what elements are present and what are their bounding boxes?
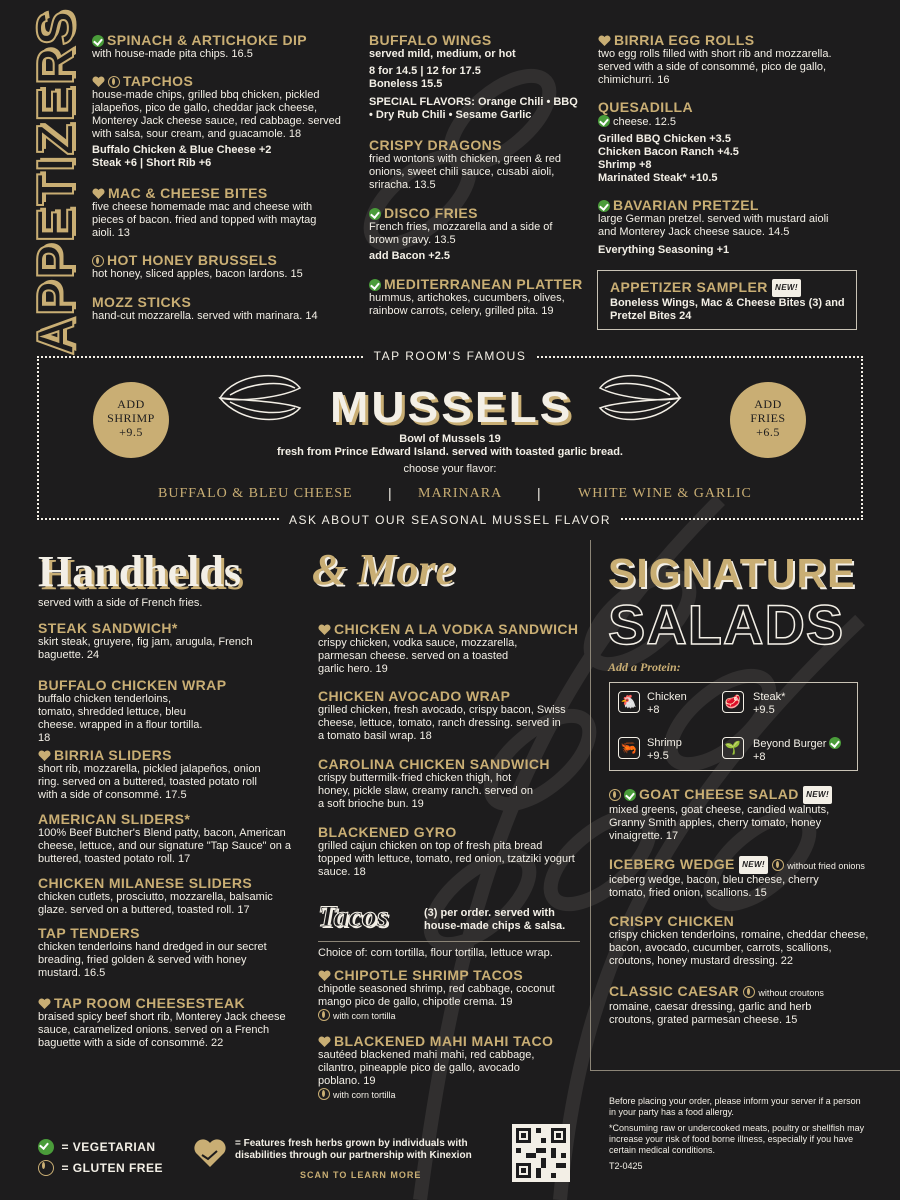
add-price: +6.5	[756, 425, 780, 439]
item-option: Everything Seasoning +1	[598, 244, 730, 256]
salads-title: SALADS	[608, 593, 845, 656]
item-title: APPETIZER SAMPLER	[610, 279, 768, 295]
tacos-desc: (3) per order. served with house-made chips & salsa.	[424, 907, 566, 932]
protein-price: +8	[647, 704, 660, 716]
item-desc: French fries, mozzarella and a side of brown gravy. 13.5	[369, 221, 553, 246]
menu-item-spinach-dip	[92, 32, 332, 61]
signature-title: SIGNATURE	[608, 550, 856, 596]
item-desc: mixed greens, goat cheese, candied walnuts, Granny Smith apples, cherry tomato, honey vinaigrette. 17	[609, 804, 830, 842]
menu-item-steak-sandwich	[38, 620, 278, 662]
mussel-shell-icon	[595, 368, 685, 428]
allergy-text: Before placing your order, please inform your server if a person in your party has a food allergy.	[609, 1096, 861, 1117]
item-title: BAVARIAN PRETZEL	[613, 197, 759, 213]
mussels-title: MUSSELS	[330, 382, 574, 432]
add-label: ADD	[754, 397, 782, 411]
menu-item-tapchos	[92, 73, 354, 170]
item-option: 8 for 14.5 | 12 for 17.5	[369, 65, 481, 77]
heart-hand-icon	[318, 970, 331, 982]
flavor-separator: |	[537, 485, 541, 501]
item-desc: cheese. 12.5	[613, 116, 676, 128]
item-title: AMERICAN SLIDERS*	[38, 811, 191, 827]
gluten-free-icon	[609, 789, 621, 801]
item-title: BIRRIA SLIDERS	[54, 747, 172, 763]
menu-item-hot-honey-brussels	[92, 252, 342, 281]
item-title: TAP ROOM CHEESESTEAK	[54, 995, 246, 1011]
item-option: Chicken Bacon Ranch +4.5	[598, 146, 739, 158]
kinexion-note: = Features fresh herbs grown by individuals with disabilities through our partnership with Kinexion	[235, 1138, 472, 1161]
item-title: CAROLINA CHICKEN SANDWICH	[318, 756, 550, 772]
handhelds-subtitle: served with a side of French fries.	[38, 597, 203, 609]
vegetarian-icon	[624, 789, 636, 801]
gluten-free-icon	[772, 859, 784, 871]
mussels-top-label: TAP ROOM'S FAMOUS	[364, 349, 537, 363]
heart-hand-icon	[38, 998, 51, 1010]
gluten-free-icon	[92, 255, 104, 267]
item-note: without fried onions	[787, 861, 865, 871]
item-desc: romaine, caesar dressing, garlic and herb croutons, grated parmesan cheese. 15	[609, 1001, 812, 1026]
vegetarian-icon	[92, 35, 104, 47]
item-desc: 100% Beef Butcher's Blend patty, bacon, American cheese, lettuce, and our signature "Tap Sauce" on a buttered, toasted potato roll. 17	[38, 827, 292, 865]
mussels-bowl: Bowl of Mussels 19	[399, 433, 501, 445]
item-option: Steak +6 | Short Rib +6	[92, 157, 212, 169]
scan-to-learn-more: SCAN TO LEARN MORE	[300, 1170, 422, 1180]
heart-hand-icon	[318, 624, 331, 636]
item-title: MEDITERRANEAN PLATTER	[384, 276, 583, 292]
add-item: SHRIMP	[107, 411, 155, 425]
item-title: QUESADILLA	[598, 99, 693, 115]
menu-item-birria-egg-rolls	[598, 32, 843, 87]
menu-item-chicken-milanese-sliders	[38, 875, 298, 917]
item-desc: two egg rolls filled with short rib and mozzarella. served with a side of consommé, pico de gallo, chimichurri. 16	[598, 48, 832, 86]
footer-divider	[590, 1070, 900, 1071]
vegetarian-icon	[369, 208, 381, 220]
steak-icon: 🥩	[722, 691, 744, 713]
special-flavors: SPECIAL FLAVORS: Orange Chili • BBQ • Dry Rub Chili • Sesame Garlic	[369, 96, 578, 121]
heart-hand-icon	[193, 1137, 227, 1169]
flavor-separator: |	[388, 485, 392, 501]
item-desc: short rib, mozzarella, pickled jalapeños, onion ring. served on a buttered, toasted potato roll with a side of consommé. 17.5	[38, 763, 261, 801]
menu-item-mac-cheese-bites	[92, 185, 342, 240]
item-title: HOT HONEY BRUSSELS	[107, 252, 278, 268]
item-desc: sautéed blackened mahi mahi, red cabbage, cilantro, pineapple pico de gallo, avocado poblano. 19	[318, 1049, 535, 1087]
item-desc: crispy chicken tenderloins, romaine, cheddar cheese, bacon, avocado, cucumber, carrots, scallions, croutons, honey mustard dressing. 22	[609, 929, 869, 967]
handhelds-more-title: & More	[312, 545, 455, 594]
menu-item-tap-room-cheesesteak	[38, 995, 293, 1050]
item-desc: buffalo chicken tenderloins, tomato, shredded lettuce, bleu cheese. wrapped in a flour tortilla. 18	[38, 693, 203, 744]
item-desc: large German pretzel. served with mustard aioli and Monterey Jack cheese sauce. 14.5	[598, 213, 829, 238]
protein-options-box	[609, 682, 858, 771]
item-desc: grilled chicken, fresh avocado, crispy bacon, Swiss cheese, lettuce, tomato, ranch dressing. served in a tomato basil wrap. 18	[318, 704, 566, 742]
item-note: with corn tortilla	[333, 1090, 396, 1100]
mussel-shell-icon	[215, 368, 305, 428]
choose-flavor: choose your flavor:	[403, 463, 497, 475]
vegetarian-icon	[369, 279, 381, 291]
item-note: with corn tortilla	[333, 1011, 396, 1021]
menu-item-disco-fries	[369, 205, 579, 263]
menu-item-goat-cheese-salad	[609, 786, 864, 843]
menu-item-chicken-a-la-vodka	[318, 621, 583, 676]
item-title: CHIPOTLE SHRIMP TACOS	[334, 967, 524, 983]
protein-steak	[753, 691, 785, 717]
menu-item-chipotle-shrimp-tacos	[318, 967, 583, 1023]
mussels-description	[200, 433, 700, 476]
flavor-option: BUFFALO & BLEU CHEESE	[158, 486, 353, 501]
menu-item-birria-sliders	[38, 747, 278, 802]
menu-code: T2-0425	[609, 1161, 643, 1171]
protein-shrimp	[647, 737, 682, 763]
heart-hand-icon	[38, 750, 51, 762]
menu-item-blackened-mahi-mahi-taco	[318, 1033, 583, 1102]
appetizers-heading: APPETIZERS	[27, 8, 85, 356]
add-label: ADD	[117, 397, 145, 411]
item-title: BLACKENED GYRO	[318, 824, 457, 840]
item-desc: five cheese homemade mac and cheese with pieces of bacon. fried and topped with maytag aioli. 13	[92, 201, 317, 239]
item-title: CHICKEN MILANESE SLIDERS	[38, 875, 253, 891]
gluten-free-icon	[108, 76, 120, 88]
menu-item-buffalo-chicken-wrap	[38, 677, 278, 745]
appetizer-sampler-box	[597, 270, 857, 330]
item-desc: hot honey, sliced apples, bacon lardons. 15	[92, 268, 303, 280]
qr-code[interactable]	[512, 1124, 570, 1182]
new-badge: NEW!	[772, 279, 801, 297]
legend-label: = VEGETARIAN	[61, 1140, 156, 1154]
item-title: MOZZ STICKS	[92, 294, 192, 310]
item-desc: braised spicy beef short rib, Monterey Jack cheese sauce, caramelized onions. served on a French baguette with a side of consommé. 22	[38, 1011, 286, 1049]
item-desc: crispy chicken, vodka sauce, mozzarella, parmesan cheese. served on a toasted garlic hero. 19	[318, 637, 518, 675]
item-option: add Bacon +2.5	[369, 250, 451, 262]
item-title: SPINACH & ARTICHOKE DIP	[107, 32, 308, 48]
vegetarian-icon	[829, 737, 841, 749]
protein-price: +9.5	[753, 704, 775, 716]
menu-item-bavarian-pretzel	[598, 197, 843, 257]
add-fries-badge	[730, 382, 806, 458]
handhelds-title: Handhelds	[38, 547, 241, 596]
protein-price: +9.5	[647, 750, 669, 762]
menu-item-crispy-chicken-salad	[609, 913, 869, 968]
item-option: Buffalo Chicken & Blue Cheese +2	[92, 144, 272, 156]
item-title: CRISPY CHICKEN	[609, 913, 735, 929]
item-title: BUFFALO WINGS	[369, 32, 492, 48]
item-title: CRISPY DRAGONS	[369, 137, 502, 153]
menu-item-blackened-gyro	[318, 824, 578, 879]
allergy-notice	[609, 1096, 865, 1172]
item-option: Grilled BBQ Chicken +3.5	[598, 133, 731, 145]
flavor-option: WHITE WINE & GARLIC	[578, 486, 752, 501]
item-title: BUFFALO CHICKEN WRAP	[38, 677, 227, 693]
menu-item-mozz-sticks	[92, 294, 352, 323]
protein-name: Chicken	[647, 691, 687, 703]
gluten-free-icon	[743, 986, 755, 998]
legend-gluten-free	[38, 1159, 163, 1177]
item-desc: grilled cajun chicken on top of fresh pita bread topped with lettuce, tomato, red onion, tzatziki yogurt sauce. 18	[318, 840, 575, 878]
item-title: DISCO FRIES	[384, 205, 478, 221]
menu-item-chicken-avocado-wrap	[318, 688, 568, 743]
tacos-choice: Choice of: corn tortilla, flour tortilla, lettuce wrap.	[318, 947, 553, 959]
protein-name: Beyond Burger	[753, 738, 827, 750]
menu-item-american-sliders	[38, 811, 303, 866]
heart-hand-icon	[598, 35, 611, 47]
item-title: ICEBERG WEDGE	[609, 856, 735, 872]
item-title: CHICKEN A LA VODKA SANDWICH	[334, 621, 579, 637]
menu-item-classic-caesar	[609, 983, 869, 1027]
item-desc: iceberg wedge, bacon, bleu cheese, cherry tomato, fried onion, scallions. 15	[609, 874, 819, 899]
item-desc: chicken cutlets, prosciutto, mozzarella, balsamic glaze. served on a buttered, toasted roll. 17	[38, 891, 273, 916]
new-badge: NEW!	[803, 786, 832, 804]
item-title: STEAK SANDWICH*	[38, 620, 178, 636]
tacos-divider	[318, 941, 580, 942]
add-protein-label: Add a Protein:	[608, 660, 681, 674]
protein-price: +8	[753, 751, 766, 763]
item-title: BIRRIA EGG ROLLS	[614, 32, 755, 48]
vegetarian-icon	[38, 1139, 54, 1155]
item-title: TAP TENDERS	[38, 925, 140, 941]
menu-item-quesadilla	[598, 99, 843, 185]
column-divider	[590, 540, 591, 1070]
item-title: GOAT CHEESE SALAD	[639, 786, 799, 802]
item-desc: chipotle seasoned shrimp, red cabbage, coconut mango pico de gallo, chipotle crema. 19	[318, 983, 555, 1008]
protein-beyond-burger	[753, 737, 844, 764]
item-desc: Boneless Wings, Mac & Cheese Bites (3) and Pretzel Bites 24	[610, 297, 845, 322]
chicken-icon: 🐔	[618, 691, 640, 713]
item-desc: crispy buttermilk-fried chicken thigh, hot honey, pickle slaw, creamy ranch. served on a soft brioche bun. 19	[318, 772, 534, 810]
legend-label: = GLUTEN FREE	[61, 1161, 163, 1175]
add-item: FRIES	[750, 411, 786, 425]
vegetarian-icon	[598, 200, 610, 212]
new-badge: NEW!	[739, 856, 768, 874]
gluten-free-icon	[318, 1009, 330, 1021]
menu-item-buffalo-wings	[369, 32, 579, 122]
heart-hand-icon	[92, 188, 105, 200]
heart-hand-icon	[318, 1036, 331, 1048]
item-title: CHICKEN AVOCADO WRAP	[318, 688, 511, 704]
menu-item-carolina-chicken-sandwich	[318, 756, 568, 811]
add-price: +9.5	[119, 425, 143, 439]
gluten-free-icon	[318, 1088, 330, 1100]
protein-chicken	[647, 691, 687, 717]
legend-vegetarian	[38, 1138, 156, 1156]
flavor-option: MARINARA	[418, 486, 503, 501]
item-desc: hand-cut mozzarella. served with marinara. 14	[92, 310, 318, 322]
vegetarian-icon	[598, 115, 610, 127]
gluten-free-icon	[38, 1160, 54, 1176]
item-option: Boneless 15.5	[369, 78, 443, 90]
item-title: TAPCHOS	[123, 73, 194, 89]
mussels-desc: fresh from Prince Edward Island. served with toasted garlic bread.	[277, 446, 623, 458]
menu-item-crispy-dragons	[369, 137, 574, 192]
menu-item-tap-tenders	[38, 925, 278, 980]
beyond-burger-icon: 🌱	[722, 737, 744, 759]
item-desc: with house-made pita chips. 16.5	[92, 48, 253, 60]
mussels-bottom-label: ASK ABOUT OUR SEASONAL MUSSEL FLAVOR	[279, 513, 621, 527]
protein-name: Shrimp	[647, 737, 682, 749]
item-desc: hummus, artichokes, cucumbers, olives, rainbow carrots, celery, grilled pita. 19	[369, 292, 565, 317]
qr-code-pattern-icon	[516, 1128, 566, 1178]
item-option: Shrimp +8	[598, 159, 652, 171]
raw-food-warning: *Consuming raw or undercooked meats, poultry or shellfish may increase your risk of food borne illness, especially if you have certain medical conditions.	[609, 1123, 865, 1155]
menu-item-iceberg-wedge	[609, 856, 881, 900]
item-title: BLACKENED MAHI MAHI TACO	[334, 1033, 554, 1049]
menu-item-mediterranean-platter	[369, 276, 584, 318]
add-shrimp-badge	[93, 382, 169, 458]
item-note: without croutons	[758, 988, 824, 998]
item-option: Marinated Steak* +10.5	[598, 172, 718, 184]
heart-hand-icon	[92, 76, 105, 88]
protein-name: Steak*	[753, 691, 786, 703]
item-desc: served mild, medium, or hot	[369, 48, 516, 60]
item-title: MAC & CHEESE BITES	[108, 185, 268, 201]
item-desc: house-made chips, grilled bbq chicken, pickled jalapeños, pico de gallo, cheddar jack cheese, Monterey Jack cheese sauce, red cabbage. served with salsa, sour cream, and guacamole. 18	[92, 89, 341, 140]
tacos-title: Tacos	[318, 900, 389, 933]
shrimp-icon: 🦐	[618, 737, 640, 759]
item-title: CLASSIC CAESAR	[609, 983, 740, 999]
item-desc: skirt steak, gruyere, fig jam, arugula, French baguette. 24	[38, 636, 253, 661]
item-desc: chicken tenderloins hand dredged in our secret breading, fried golden & served with honey mustard. 16.5	[38, 941, 267, 979]
item-desc: fried wontons with chicken, green & red onions, sweet chili sauce, cusabi aioli, sriracha. 13.5	[369, 153, 561, 191]
